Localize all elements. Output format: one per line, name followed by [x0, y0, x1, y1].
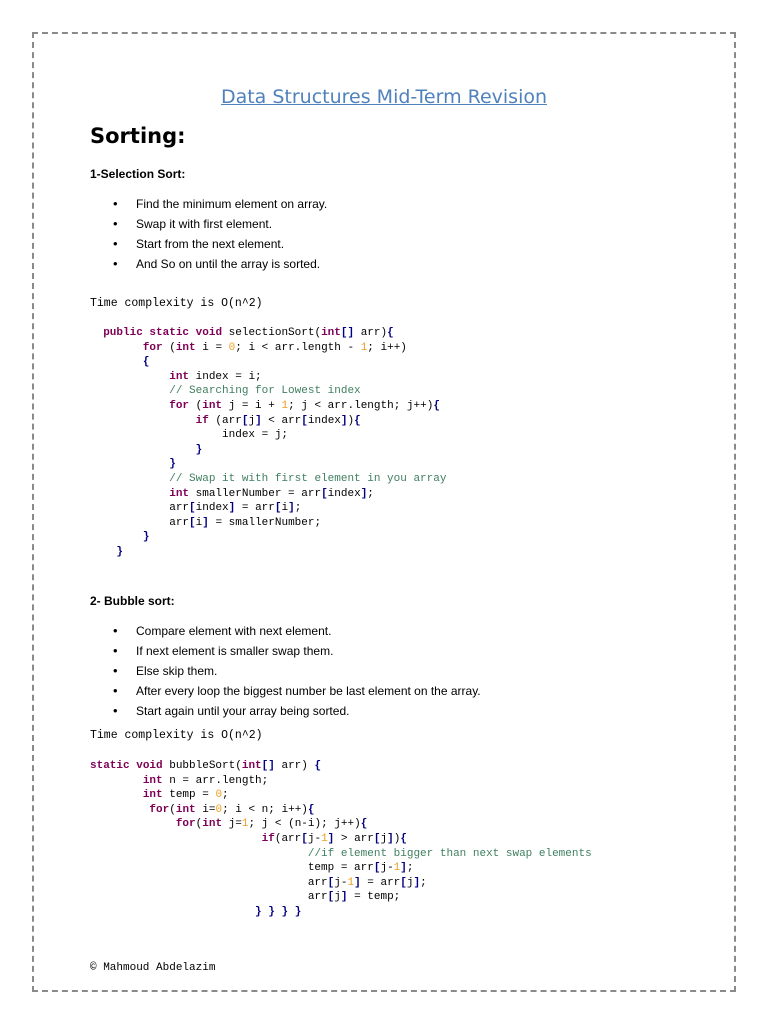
code-line: arr[j-1] = arr[j];: [90, 876, 427, 889]
footer-credit: © Mahmoud Abdelazim: [90, 962, 216, 974]
code-line: for (int i = 0; i < arr.length - 1; i++): [142, 341, 407, 354]
code-line: arr[index] = arr[i];: [90, 502, 302, 515]
list-item: • If next element is smaller swap them.: [108, 642, 481, 662]
code-line: temp = arr[j-1];: [90, 862, 414, 875]
code-line: public static void selectionSort(int[] arr){: [103, 327, 394, 339]
code-line: }: [169, 458, 176, 471]
code-line: // Searching for Lowest index: [169, 385, 361, 398]
code-line: int index = i;: [169, 370, 262, 383]
code-line: //if element bigger than next swap elements: [307, 847, 592, 860]
bubble-sort-bullets: [108, 622, 481, 722]
code-line: for(int i=0; i < n; i++){: [149, 803, 315, 816]
selection-time-complexity: Time complexity is O(n^2): [90, 297, 263, 310]
bubble-sort-code: [90, 759, 592, 920]
code-line: {: [142, 356, 150, 369]
list-item: • Else skip them.: [108, 662, 481, 682]
list-item: • Start from the next element.: [108, 235, 327, 255]
code-line: if(arr[j-1] > arr[j]){: [261, 832, 407, 845]
code-line: // Swap it with first element in you array: [169, 472, 447, 485]
list-item: • Find the minimum element on array.: [108, 195, 327, 215]
code-line: }: [195, 443, 203, 456]
code-line: }: [116, 545, 124, 558]
code-line: if (arr[j] < arr[index]){: [195, 414, 361, 427]
main-heading: Sorting:: [90, 124, 186, 148]
list-item: • And So on until the array is sorted.: [108, 255, 327, 275]
bubble-time-complexity: Time complexity is O(n^2): [90, 729, 263, 742]
section-heading-selection-sort: 1-Selection Sort:: [90, 167, 186, 181]
list-item: • After every loop the biggest number be last element on the array.: [108, 682, 481, 702]
selection-sort-bullets: [108, 195, 327, 275]
section-heading-bubble-sort: 2- Bubble sort:: [90, 594, 175, 608]
code-line: arr[i] = smallerNumber;: [90, 516, 322, 529]
code-line: index = j;: [90, 429, 289, 442]
list-item: • Swap it with first element.: [108, 215, 327, 235]
list-item: • Start again until your array being sorted.: [108, 702, 481, 722]
selection-sort-code: [90, 326, 446, 560]
code-line: } } } }: [255, 905, 302, 918]
document-title: Data Structures Mid-Term Revision: [220, 86, 548, 108]
code-line: int temp = 0;: [142, 789, 229, 802]
code-line: arr[j] = temp;: [90, 891, 401, 904]
code-line: }: [142, 531, 150, 544]
list-item: • Compare element with next element.: [108, 622, 481, 642]
code-line: for(int j=1; j < (n-i); j++){: [175, 818, 368, 831]
code-line: int n = arr.length;: [142, 774, 269, 787]
code-line: int smallerNumber = arr[index];: [169, 487, 374, 500]
code-line: for (int j = i + 1; j < arr.length; j++){: [169, 399, 440, 412]
code-line: static void bubbleSort(int[] arr) {: [90, 760, 322, 772]
